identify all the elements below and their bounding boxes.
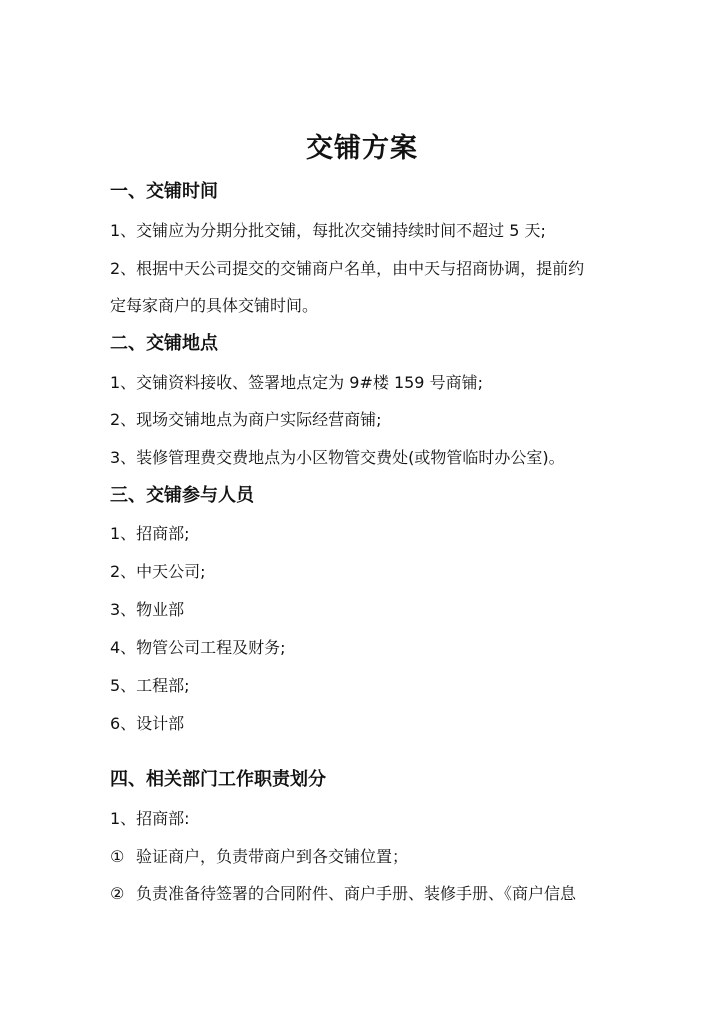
paragraph-line: 1、交铺应为分期分批交铺，每批次交铺持续时间不超过 5 天;	[110, 221, 546, 240]
numbered-item	[110, 846, 630, 868]
item-text: 负责准备待签署的合同附件、商户手册、装修手册、《商户信息	[136, 884, 577, 903]
paragraph-line: 2、现场交铺地点为商户实际经营商铺;	[110, 410, 382, 429]
list-item: 1、招商部;	[110, 524, 190, 543]
item-marker: ①	[110, 847, 125, 866]
paragraph-line: 1、交铺资料接收、签署地点定为 9#楼 159 号商铺;	[110, 373, 483, 392]
section-heading-responsibilities: 四、相关部门工作职责划分	[110, 769, 326, 790]
section-heading-delivery-time: 一、交铺时间	[110, 181, 218, 202]
document-title: 交铺方案	[306, 133, 418, 164]
numbered-item	[110, 883, 630, 905]
list-item: 5、工程部;	[110, 676, 190, 695]
section-heading-participants: 三、交铺参与人员	[110, 485, 254, 506]
list-item: 3、物业部	[110, 600, 185, 619]
item-text: 验证商户，负责带商户到各交铺位置；	[136, 847, 409, 866]
paragraph-line: 定每家商户的具体交铺时间。	[110, 296, 319, 315]
section-heading-delivery-location: 二、交铺地点	[110, 333, 218, 354]
paragraph-line: 1、招商部:	[110, 809, 190, 828]
list-item: 6、设计部	[110, 714, 185, 733]
list-item: 4、物管公司工程及财务;	[110, 638, 286, 657]
paragraph-line: 3、装修管理费交费地点为小区物管交费处(或物管临时办公室)。	[110, 448, 565, 467]
item-marker: ②	[110, 884, 125, 903]
paragraph-line: 2、根据中天公司提交的交铺商户名单，由中天与招商协调，提前约	[110, 259, 585, 278]
list-item: 2、中天公司;	[110, 562, 206, 581]
